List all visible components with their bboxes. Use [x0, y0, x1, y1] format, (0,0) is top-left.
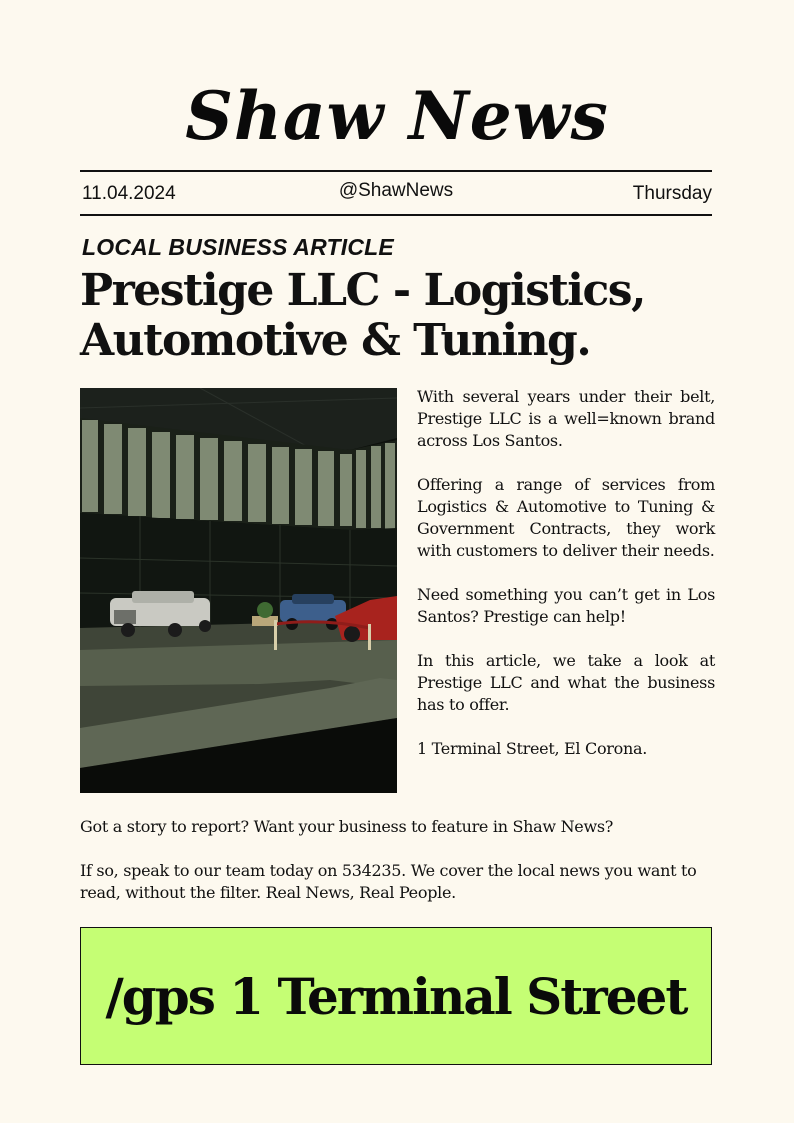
story-call-out [80, 816, 720, 926]
article-photo [80, 388, 397, 793]
issue-date: 11.04.2024 [82, 183, 176, 204]
article-paragraph: Need something you can’t get in Los Santos? Prestige can help! [417, 585, 715, 626]
article-paragraph: Offering a range of services from Logistics & Automotive to Tuning & Government Contracts, they work with customers to deliver their needs. [417, 475, 715, 560]
issue-day: Thursday [632, 183, 712, 204]
article-paragraph: With several years under their belt, Prestige LLC is a well=known brand across Los Santos. [417, 387, 715, 450]
article-kicker: LOCAL BUSINESS ARTICLE [82, 234, 394, 260]
dateline [80, 181, 712, 207]
business-address: 1 Terminal Street, El Corona. [417, 739, 647, 758]
gps-command-text: /gps 1 Terminal Street [105, 966, 687, 1026]
article-body [417, 386, 715, 782]
social-handle: @ShawNews [338, 180, 454, 201]
article-headline: Prestige LLC - Logistics, Automotive & Tuning. [80, 265, 645, 366]
gps-callout-box [80, 927, 712, 1065]
contact-info: If so, speak to our team today on 534235. We cover the local news you want to read, without the filter. Real News, Real People. [80, 861, 697, 902]
masthead-rule-bottom [80, 214, 712, 216]
article-paragraph: In this article, we take a look at Prestige LLC and what the business has to offer. [417, 651, 715, 714]
story-prompt: Got a story to report? Want your business to feature in Shaw News? [80, 817, 614, 836]
masthead-title: Shaw News [185, 77, 609, 155]
masthead-rule-top [80, 170, 712, 172]
